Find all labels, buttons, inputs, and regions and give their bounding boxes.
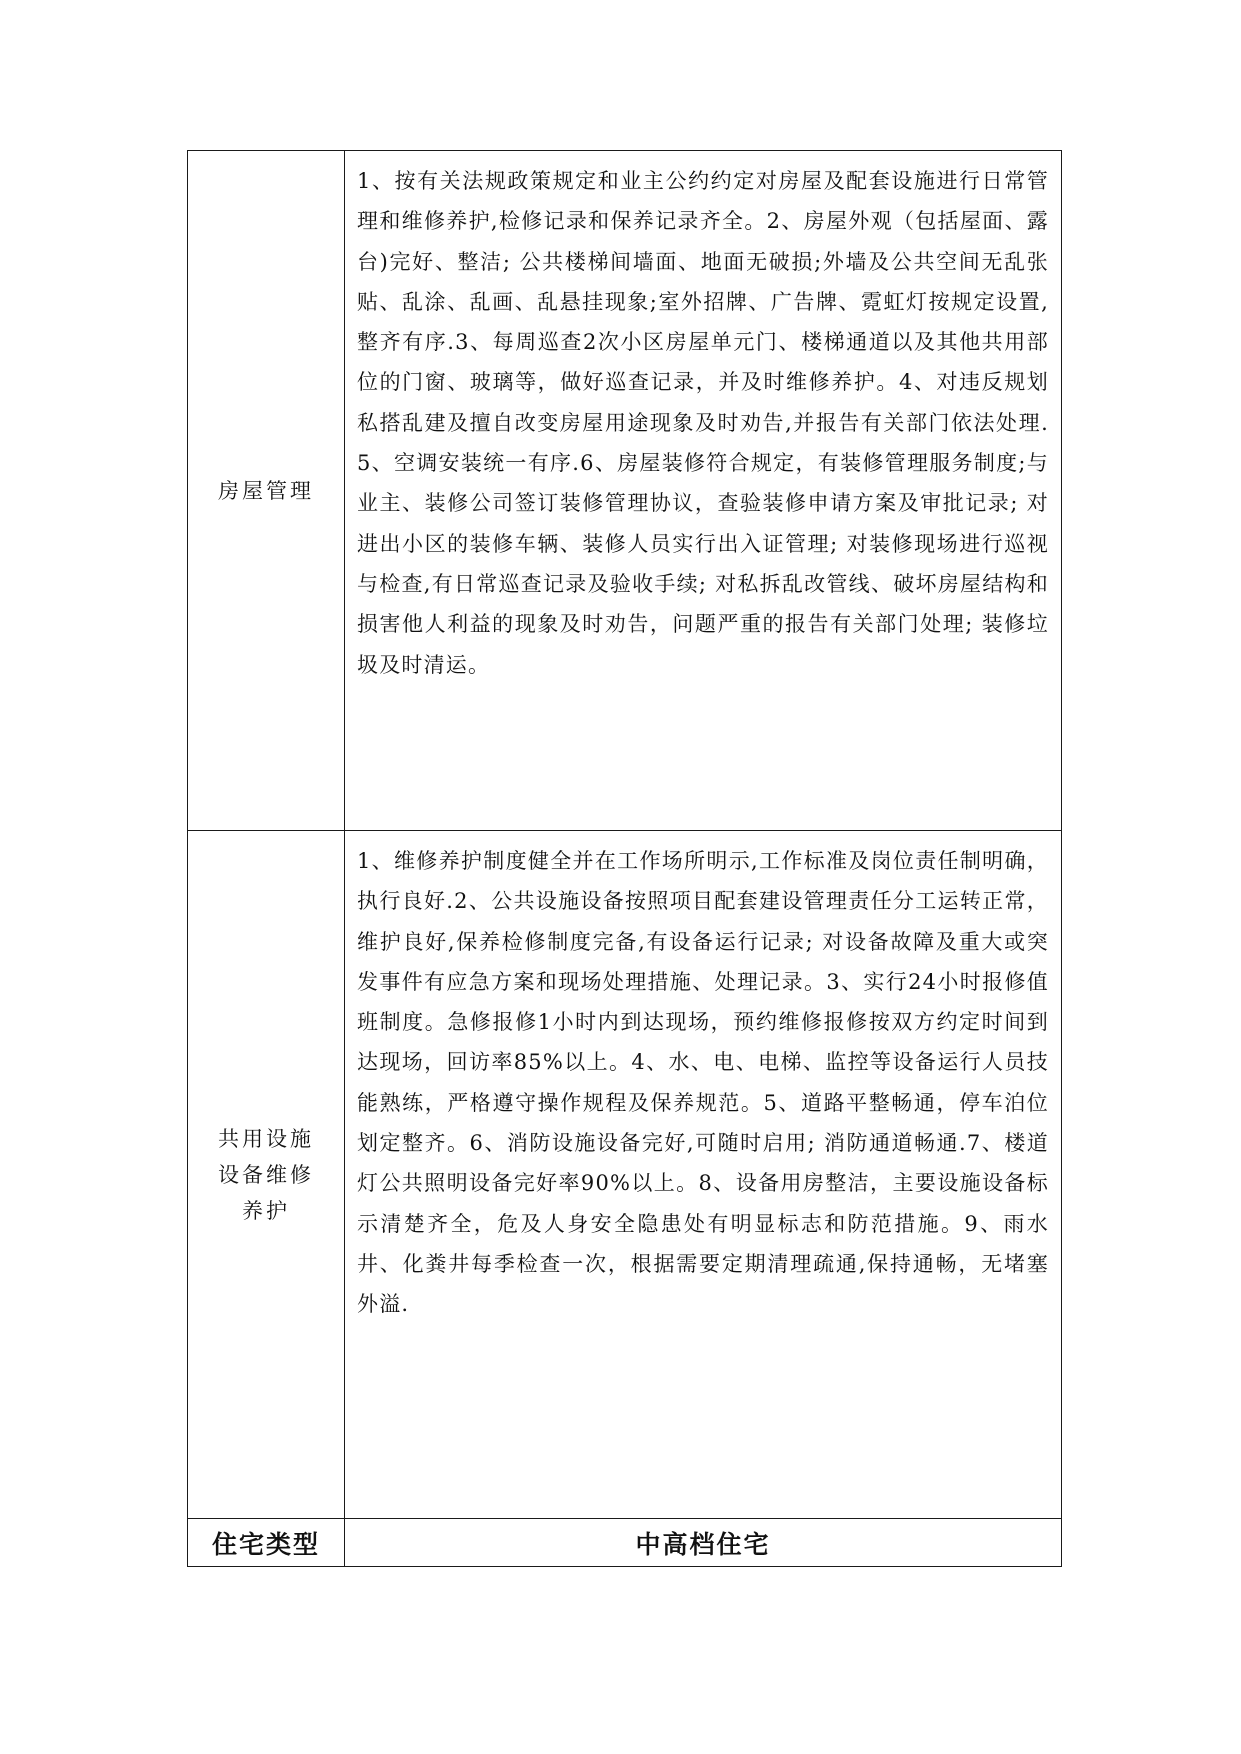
row-content-text: 1、按有关法规政策规定和业主公约约定对房屋及配套设施进行日常管理和维修养护,检修记录和保养记录齐全。2、房屋外观（包括屋面、露台)完好、整洁; 公共楼梯间墙面、地面无破损;外墙及公共空间无乱张贴、乱涂、乱画、乱悬挂现象;室外招牌、广告牌、霓虹灯按规定设置,整齐有序.3、每周巡查2次小区房屋单元门、楼梯通道以及其他共用部位的门窗、玻璃等，做好巡查记录，并及时维修养护。4、对违反规划私搭乱建及擅自改变房屋用途现象及时劝告,并报告有关部门依法处理.5、空调安装统一有序.6、房屋装修符合规定，有装修管理服务制度;与业主、装修公司签订装修管理协议，查验装修申请方案及审批记录; 对进出小区的装修车辆、装修人员实行出入证管理; 对装修现场进行巡视与检查,有日常巡查记录及验收手续; 对私拆乱改管线、破坏房屋结构和损害他人利益的现象及时劝告，问题严重的报告有关部门处理; 装修垃圾及时清运。 [357,169,1049,677]
residence-type-label: 住宅类型 [188,1519,345,1567]
table-row-facility-maintenance [188,831,1062,1519]
table-row-housing-management [188,151,1062,831]
row-label-text: 房屋管理 [218,478,314,503]
row-label-text: 共用设施设备维修养护 [218,1126,314,1223]
table-row-residence-type [188,1519,1062,1567]
row-label-housing-management [188,151,345,831]
residence-type-value: 中高档住宅 [345,1519,1062,1567]
service-standards-table [187,150,1062,1567]
row-content-facility-maintenance [345,831,1062,1519]
row-content-housing-management [345,151,1062,831]
row-label-facility-maintenance [188,831,345,1519]
row-content-text: 1、维修养护制度健全并在工作场所明示,工作标准及岗位责任制明确，执行良好.2、公共设施设备按照项目配套建设管理责任分工运转正常，维护良好,保养检修制度完备,有设备运行记录; 对设备故障及重大或突发事件有应急方案和现场处理措施、处理记录。3、实行24小时报修值班制度。急修报修1小时内到达现场，预约维修报修按双方约定时间到达现场，回访率85%以上。4、水、电、电梯、监控等设备运行人员技能熟练，严格遵守操作规程及保养规范。5、道路平整畅通，停车泊位划定整齐。6、消防设施设备完好,可随时启用; 消防通道畅通.7、楼道灯公共照明设备完好率90%以上。8、设备用房整洁，主要设施设备标示清楚齐全，危及人身安全隐患处有明显标志和防范措施。9、雨水井、化粪井每季检查一次，根据需要定期清理疏通,保持通畅，无堵塞外溢. [357,849,1049,1317]
